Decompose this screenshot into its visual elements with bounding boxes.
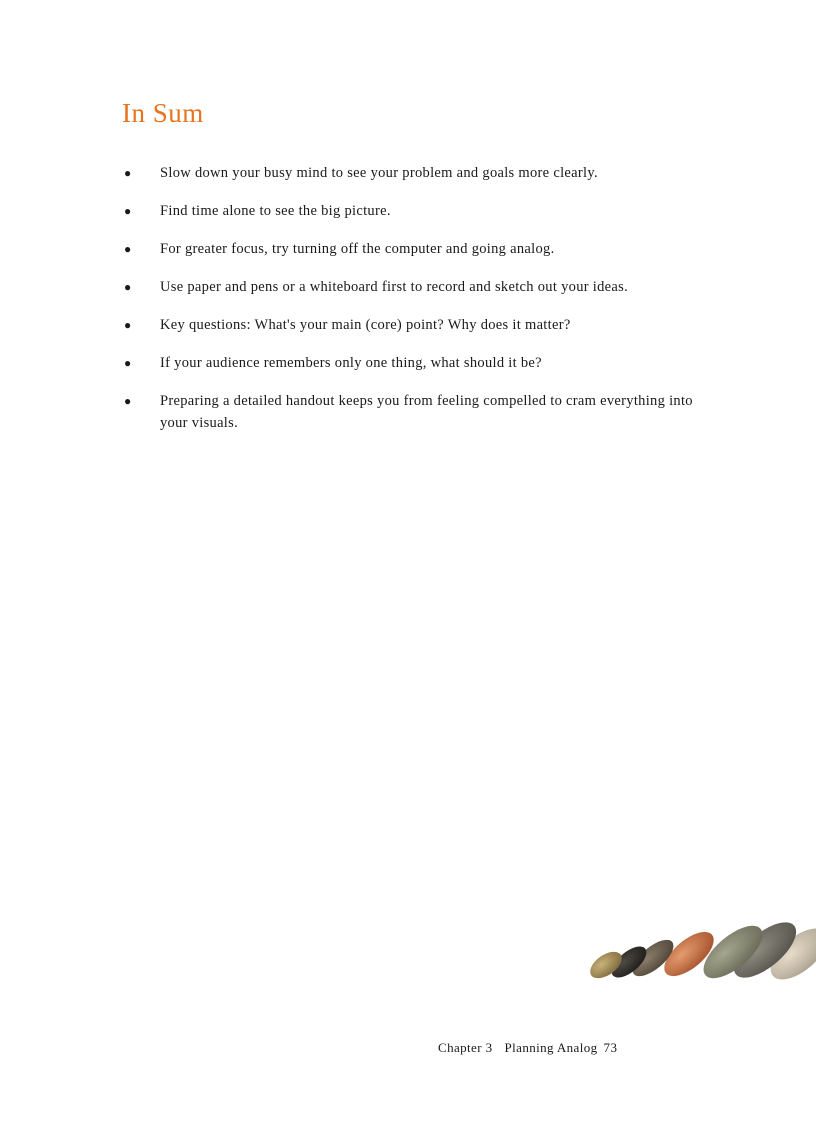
bullet-text: If your audience remembers only one thing, what should it be? — [160, 355, 542, 371]
bullet-text: Slow down your busy mind to see your problem and goals more clearly. — [160, 165, 598, 181]
list-item — [122, 390, 722, 434]
bullet-icon: ● — [124, 242, 132, 256]
list-item — [122, 162, 722, 184]
bullet-text: Use paper and pens or a whiteboard first to record and sketch out your ideas. — [160, 279, 629, 295]
bullet-icon: ● — [124, 318, 132, 332]
summary-bullet-list — [122, 162, 722, 450]
stacked-pebbles-image — [585, 910, 816, 990]
list-item — [122, 238, 722, 260]
bullet-text: For greater focus, try turning off the computer and going analog. — [160, 241, 555, 257]
page-title: In Sum — [122, 98, 204, 128]
bullet-text: Key questions: What's your main (core) point? Why does it matter? — [160, 317, 571, 333]
bullet-icon: ● — [124, 280, 132, 294]
bullet-icon: ● — [124, 166, 132, 180]
bullet-icon: ● — [124, 394, 132, 408]
bullet-text: Find time alone to see the big picture. — [160, 203, 391, 219]
chapter-title: Planning Analog — [504, 1040, 598, 1055]
bullet-icon: ● — [124, 356, 132, 370]
list-item — [122, 352, 722, 374]
bullet-icon: ● — [124, 204, 132, 218]
bullet-text: Preparing a detailed handout keeps you from feeling compelled to cram everything into your visuals. — [160, 393, 693, 431]
page-footer — [438, 1040, 617, 1056]
chapter-label: Chapter 3 — [438, 1040, 493, 1055]
list-item — [122, 276, 722, 298]
list-item — [122, 200, 722, 222]
list-item — [122, 314, 722, 336]
page-number: 73 — [603, 1040, 618, 1055]
